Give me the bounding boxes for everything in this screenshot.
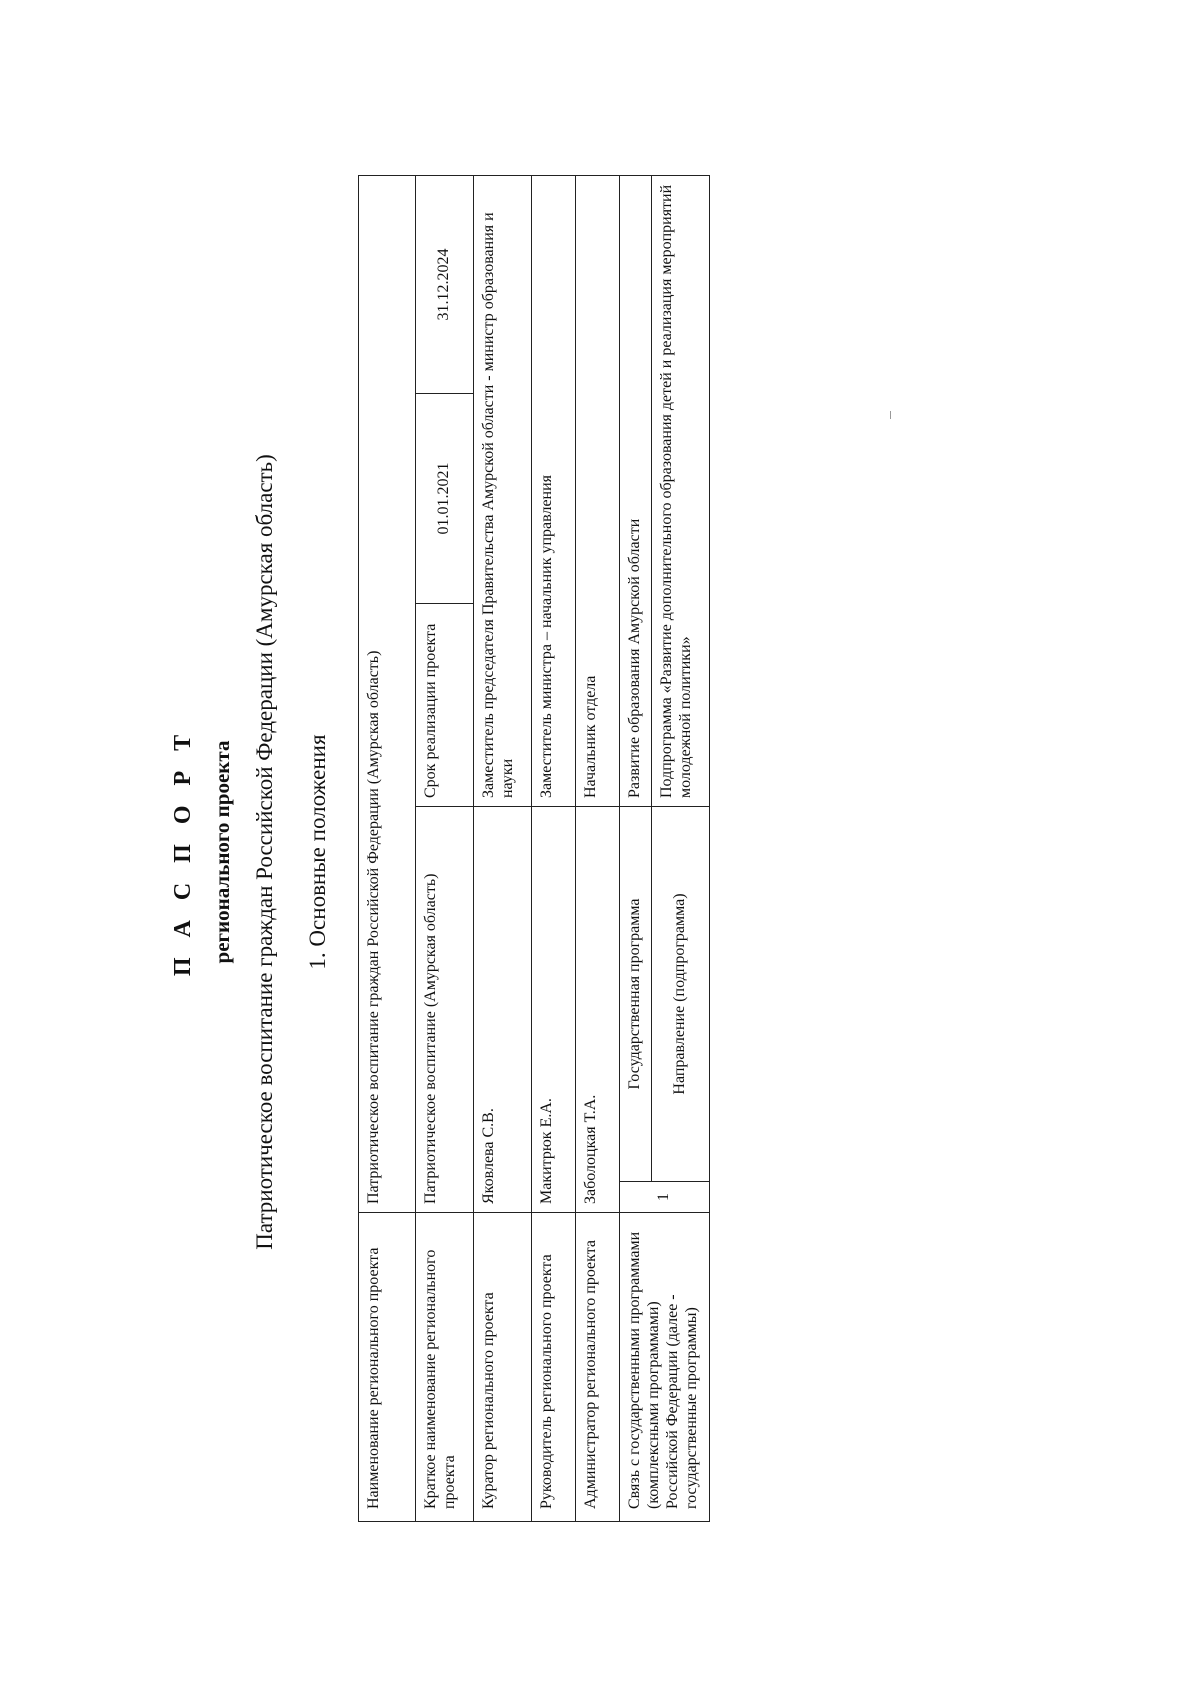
administrator-position: Начальник отдела bbox=[576, 175, 620, 806]
project-name-heading: Патриотическое воспитание граждан Российской Федерации (Амурская область) bbox=[252, 454, 277, 1250]
row-label-name: Наименование регионального проекта bbox=[359, 1213, 416, 1522]
table-row bbox=[416, 175, 474, 1521]
administrator-name: Заболоцкая Т.А. bbox=[576, 807, 620, 1213]
passport-table bbox=[358, 175, 710, 1522]
project-short-name: Патриотическое воспитание (Амурская область) bbox=[416, 807, 474, 1213]
table-row bbox=[532, 175, 576, 1521]
row-label-short-name: Краткое наименование регионального проекта bbox=[416, 1213, 474, 1522]
row-label-programs: Связь с государственными программами (комплексными программами) Российской Федерации (далее - государственные программы) bbox=[620, 1213, 710, 1522]
program-number: 1 bbox=[620, 1182, 710, 1213]
row-label-administrator: Администратор регионального проекта bbox=[576, 1213, 620, 1522]
subprogram-label: Направление (подпрограмма) bbox=[651, 807, 709, 1182]
table-row bbox=[576, 175, 620, 1521]
head-position: Заместитель министра – начальник управления bbox=[532, 175, 576, 806]
document-title: П А С П О Р Т bbox=[170, 727, 196, 977]
start-date: 01.01.2021 bbox=[416, 394, 474, 604]
table-row bbox=[620, 175, 652, 1521]
end-date: 31.12.2024 bbox=[416, 175, 474, 393]
project-full-name: Патриотическое воспитание граждан Российской Федерации (Амурская область) bbox=[359, 175, 416, 1212]
state-program-label: Государственная программа bbox=[620, 807, 652, 1182]
state-program-value: Развитие образования Амурской области bbox=[620, 175, 652, 806]
document-subtitle: регионального проекта bbox=[210, 740, 234, 964]
table-row bbox=[359, 175, 416, 1521]
curator-position: Заместитель председателя Правительства Амурской области - министр образования и науки bbox=[474, 175, 532, 806]
row-label-curator: Куратор регионального проекта bbox=[474, 1213, 532, 1522]
table-row bbox=[474, 175, 532, 1521]
term-label: Срок реализации проекта bbox=[416, 604, 474, 807]
curator-name: Яковлева С.В. bbox=[474, 807, 532, 1213]
stray-mark bbox=[890, 411, 891, 419]
section-title: 1. Основные положения bbox=[305, 734, 330, 970]
row-label-head: Руководитель регионального проекта bbox=[532, 1213, 576, 1522]
head-name: Макитрюк Е.А. bbox=[532, 807, 576, 1213]
subprogram-value: Подпрограмма «Развитие дополнительного образования детей и реализация мероприятий молодежной политики» bbox=[651, 175, 709, 806]
